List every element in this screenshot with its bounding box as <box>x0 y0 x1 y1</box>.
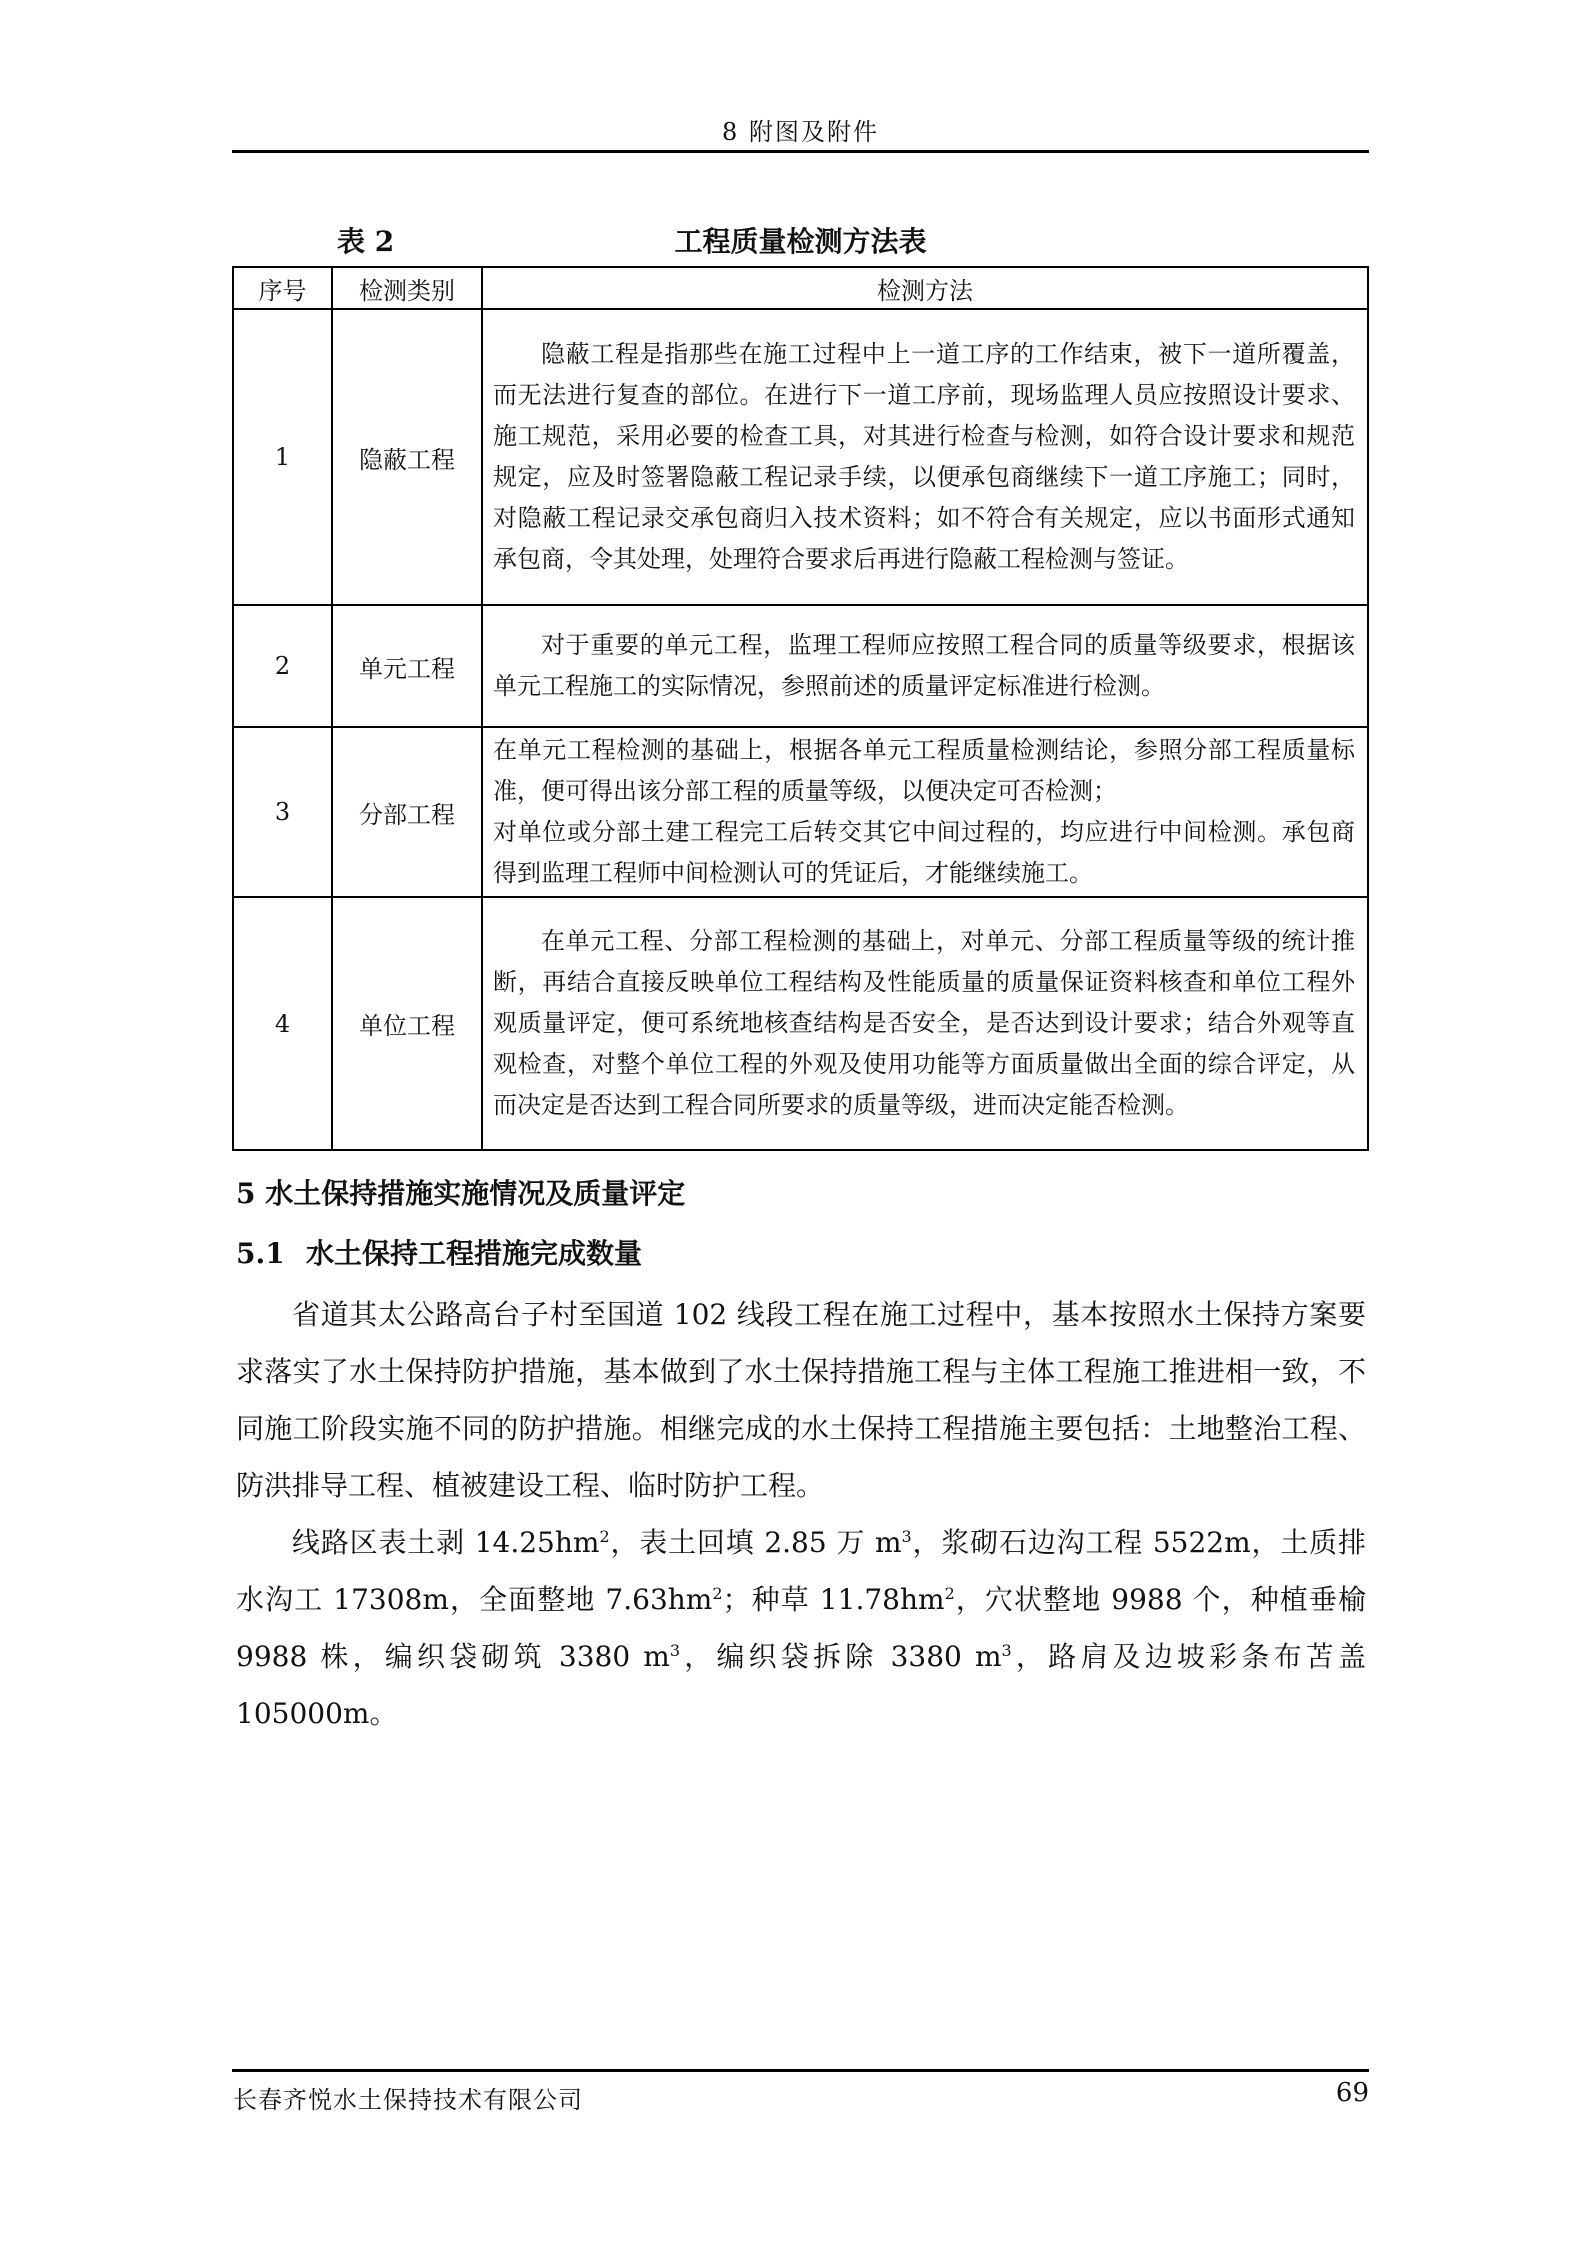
row-method: 对于重要的单元工程，监理工程师应按照工程合同的质量等级要求，根据该单元工程施工的实际情况，参照前述的质量评定标准进行检测。 <box>482 605 1368 727</box>
row-method <box>482 727 1368 897</box>
row-method: 在单元工程、分部工程检测的基础上，对单元、分部工程质量等级的统计推断，再结合直接反映单位工程结构及性能质量的质量保证资料核查和单位工程外观质量评定，便可系统地核查结构是否安全，是否达到设计要求；结合外观等直观检查，对整个单位工程的外观及使用功能等方面质量做出全面的综合评定，从而决定是否达到工程合同所要求的质量等级，进而决定能否检测。 <box>482 897 1368 1150</box>
row-category: 单位工程 <box>332 897 482 1150</box>
table-row <box>233 727 1368 897</box>
row-category: 隐蔽工程 <box>332 309 482 605</box>
table-row <box>233 309 1368 605</box>
text-run: ，路肩及边坡彩条布苫盖 105000m。 <box>236 1640 1366 1730</box>
text-run: ，表土回填 2.85 万 m <box>609 1526 902 1559</box>
row-method: 隐蔽工程是指那些在施工过程中上一道工序的工作结束，被下一道所覆盖，而无法进行复查的部位。在进行下一道工序前，现场监理人员应按照设计要求、施工规范，采用必要的检查工具，对其进行检查与检测，如符合设计要求和规范规定，应及时签署隐蔽工程记录手续，以便承包商继续下一道工序施工；同时，对隐蔽工程记录交承包商归入技术资料；如不符合有关规定，应以书面形式通知承包商，令其处理，处理符合要求后再进行隐蔽工程检测与签证。 <box>482 309 1368 605</box>
table-row <box>233 897 1368 1150</box>
footer-rule <box>232 2069 1369 2072</box>
table-row <box>233 605 1368 727</box>
row-method-line: 对单位或分部土建工程完工后转交其它中间过程的，均应进行中间检测。承包商得到监理工程师中间检测认可的凭证后，才能继续施工。 <box>493 818 1355 887</box>
row-number: 3 <box>233 727 332 897</box>
header-rule <box>232 150 1369 153</box>
row-category: 分部工程 <box>332 727 482 897</box>
section-title: 水土保持工程措施完成数量 <box>306 1237 643 1270</box>
row-number: 4 <box>233 897 332 1150</box>
running-header: 8 附图及附件 <box>722 118 879 146</box>
text-run: ，穴状整地 9988 个，种植垂榆 9988 株，编织袋砌筑 3380 m <box>236 1583 1366 1673</box>
page-number: 69 <box>1335 2078 1369 2108</box>
superscript: 3 <box>1001 1641 1012 1660</box>
superscript: 3 <box>669 1641 681 1660</box>
body-paragraph-1: 省道其太公路高台子村至国道 102 线段工程在施工过程中，基本按照水土保持方案要求落实了水土保持防护措施，基本做到了水土保持措施工程与主体工程施工推进相一致，不同施工阶段实施不同的防护措施。相继完成的水土保持工程措施主要包括：土地整治工程、防洪排导工程、植被建设工程、临时防护工程。 <box>236 1298 1366 1502</box>
column-header-number: 序号 <box>233 267 332 309</box>
table-header-row <box>233 267 1368 309</box>
footer-company: 长春齐悦水土保持技术有限公司 <box>233 2086 583 2114</box>
table-number: 表 2 <box>337 225 395 258</box>
table-title: 工程质量检测方法表 <box>674 225 927 258</box>
section-number: 5.1 <box>236 1237 285 1270</box>
row-method-line: 在单元工程检测的基础上，根据各单元工程质量检测结论，参照分部工程质量标准，便可得出该分部工程的质量等级，以便决定可否检测； <box>493 736 1355 805</box>
column-header-category: 检测类别 <box>332 267 482 309</box>
superscript: 3 <box>901 1527 912 1546</box>
text-run: ；种草 11.78hm <box>722 1583 945 1616</box>
row-category: 单元工程 <box>332 605 482 727</box>
superscript: 2 <box>712 1584 723 1603</box>
section-heading-5-1 <box>236 1232 642 1272</box>
row-number: 1 <box>233 309 332 605</box>
quality-inspection-method-table <box>232 266 1369 1151</box>
table-caption <box>232 220 1369 260</box>
column-header-method: 检测方法 <box>482 267 1368 309</box>
superscript: 2 <box>599 1527 610 1546</box>
row-number: 2 <box>233 605 332 727</box>
text-run: ，编织袋拆除 3380 m <box>680 1640 1002 1673</box>
section-heading-5: 5 水土保持措施实施情况及质量评定 <box>236 1177 686 1210</box>
body-paragraph-2 <box>236 1514 1366 1742</box>
superscript: 2 <box>944 1584 955 1603</box>
text-run: 线路区表土剥 14.25hm <box>292 1526 600 1559</box>
text-run: ，浆砌石边沟工程 5522m，土质排水沟工 17308m，全面整地 7.63hm <box>236 1526 1366 1616</box>
